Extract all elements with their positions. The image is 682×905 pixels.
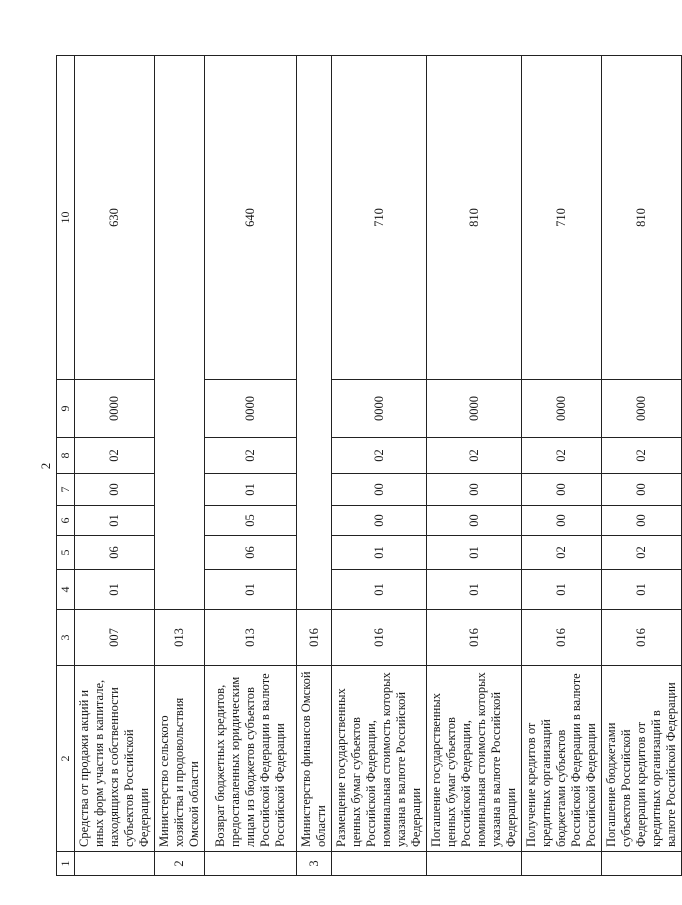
agency-row [155, 56, 205, 876]
code-cell-c10: 710 [332, 56, 427, 380]
admin-code: 013 [155, 610, 205, 666]
column-header: 7 [57, 474, 75, 506]
code-cell-c10: 710 [522, 56, 602, 380]
code-cell-c5: 06 [205, 536, 297, 570]
agency-name: Министерство финансов Омской области [297, 666, 332, 852]
code-cell-c6: 00 [332, 506, 427, 536]
code-cell-c9: 0000 [427, 380, 522, 438]
code-cell-c6: 01 [75, 506, 155, 536]
column-header: 9 [57, 380, 75, 438]
budget-sources-table [56, 55, 682, 876]
column-header: 3 [57, 610, 75, 666]
table-row [602, 56, 682, 876]
code-cell-c9: 0000 [522, 380, 602, 438]
code-cell-c8: 02 [75, 438, 155, 474]
code-cell-c9: 0000 [602, 380, 682, 438]
agency-row [297, 56, 332, 876]
column-header: 10 [57, 56, 75, 380]
code-cell-c8: 02 [332, 438, 427, 474]
code-cell-c6: 00 [427, 506, 522, 536]
admin-code: 016 [332, 610, 427, 666]
source-name: Возврат бюджетных кредитов, предоставленных юридическим лицам из бюджетов субъектов Российской Федерации в валюте Российской Федерации [205, 666, 297, 852]
table-row [332, 56, 427, 876]
code-cell-c9: 0000 [75, 380, 155, 438]
page-number: 2 [38, 462, 53, 470]
column-header: 5 [57, 536, 75, 570]
code-cell-c7: 00 [427, 474, 522, 506]
code-cell-c7: 00 [332, 474, 427, 506]
code-cell-c9: 0000 [332, 380, 427, 438]
code-cell-c8: 02 [427, 438, 522, 474]
code-cell-c4: 01 [602, 570, 682, 610]
empty-cells [297, 56, 332, 610]
code-cell-c5: 02 [602, 536, 682, 570]
code-cell-c6: 00 [522, 506, 602, 536]
row-number: 2 [155, 852, 205, 876]
header-row [57, 56, 75, 876]
source-name: Погашение государственных ценных бумаг субъектов Российской Федерации, номинальная стоимость которых указана в валюте Российской Федерации [427, 666, 522, 852]
admin-code: 016 [602, 610, 682, 666]
code-cell-c4: 01 [75, 570, 155, 610]
code-cell-c10: 810 [427, 56, 522, 380]
empty-cells [155, 56, 205, 610]
agency-name: Министерство сельского хозяйства и продовольствия Омской области [155, 666, 205, 852]
code-cell-c7: 00 [522, 474, 602, 506]
row-number [75, 852, 155, 876]
source-name: Погашение бюджетами субъектов Российской Федерации кредитов от кредитных организаций в валюте Российской Федерации [602, 666, 682, 852]
code-cell-c6: 00 [602, 506, 682, 536]
column-header: 4 [57, 570, 75, 610]
column-header: 8 [57, 438, 75, 474]
row-number: 3 [297, 852, 332, 876]
code-cell-c8: 02 [602, 438, 682, 474]
code-cell-c7: 00 [602, 474, 682, 506]
row-number [522, 852, 602, 876]
row-number [602, 852, 682, 876]
code-cell-c5: 02 [522, 536, 602, 570]
table-row [427, 56, 522, 876]
code-cell-c5: 01 [427, 536, 522, 570]
column-header: 1 [57, 852, 75, 876]
admin-code: 016 [522, 610, 602, 666]
column-header: 2 [57, 666, 75, 852]
code-cell-c4: 01 [427, 570, 522, 610]
code-cell-c5: 06 [75, 536, 155, 570]
table-row [75, 56, 155, 876]
code-cell-c4: 01 [205, 570, 297, 610]
code-cell-c8: 02 [522, 438, 602, 474]
code-cell-c8: 02 [205, 438, 297, 474]
column-header: 6 [57, 506, 75, 536]
source-name: Размещение государственных ценных бумаг субъектов Российской Федерации, номинальная стоимость которых указана в валюте Российской Федерации [332, 666, 427, 852]
code-cell-c10: 810 [602, 56, 682, 380]
source-name: Получение кредитов от кредитных организаций бюджетами субъектов Российской Федерации в валюте Российской Федерации [522, 666, 602, 852]
admin-code: 016 [427, 610, 522, 666]
code-cell-c9: 0000 [205, 380, 297, 438]
table-row [522, 56, 602, 876]
source-name: Средства от продажи акций и иных форм участия в капитале, находящихся в собственности субъектов Российской Федерации [75, 666, 155, 852]
table-row [205, 56, 297, 876]
admin-code: 013 [205, 610, 297, 666]
admin-code: 016 [297, 610, 332, 666]
code-cell-c7: 00 [75, 474, 155, 506]
code-cell-c4: 01 [522, 570, 602, 610]
admin-code: 007 [75, 610, 155, 666]
rotated-table-area [38, 56, 678, 876]
code-cell-c5: 01 [332, 536, 427, 570]
row-number [205, 852, 297, 876]
code-cell-c10: 640 [205, 56, 297, 380]
code-cell-c10: 630 [75, 56, 155, 380]
row-number [332, 852, 427, 876]
row-number [427, 852, 522, 876]
code-cell-c7: 01 [205, 474, 297, 506]
code-cell-c6: 05 [205, 506, 297, 536]
code-cell-c4: 01 [332, 570, 427, 610]
